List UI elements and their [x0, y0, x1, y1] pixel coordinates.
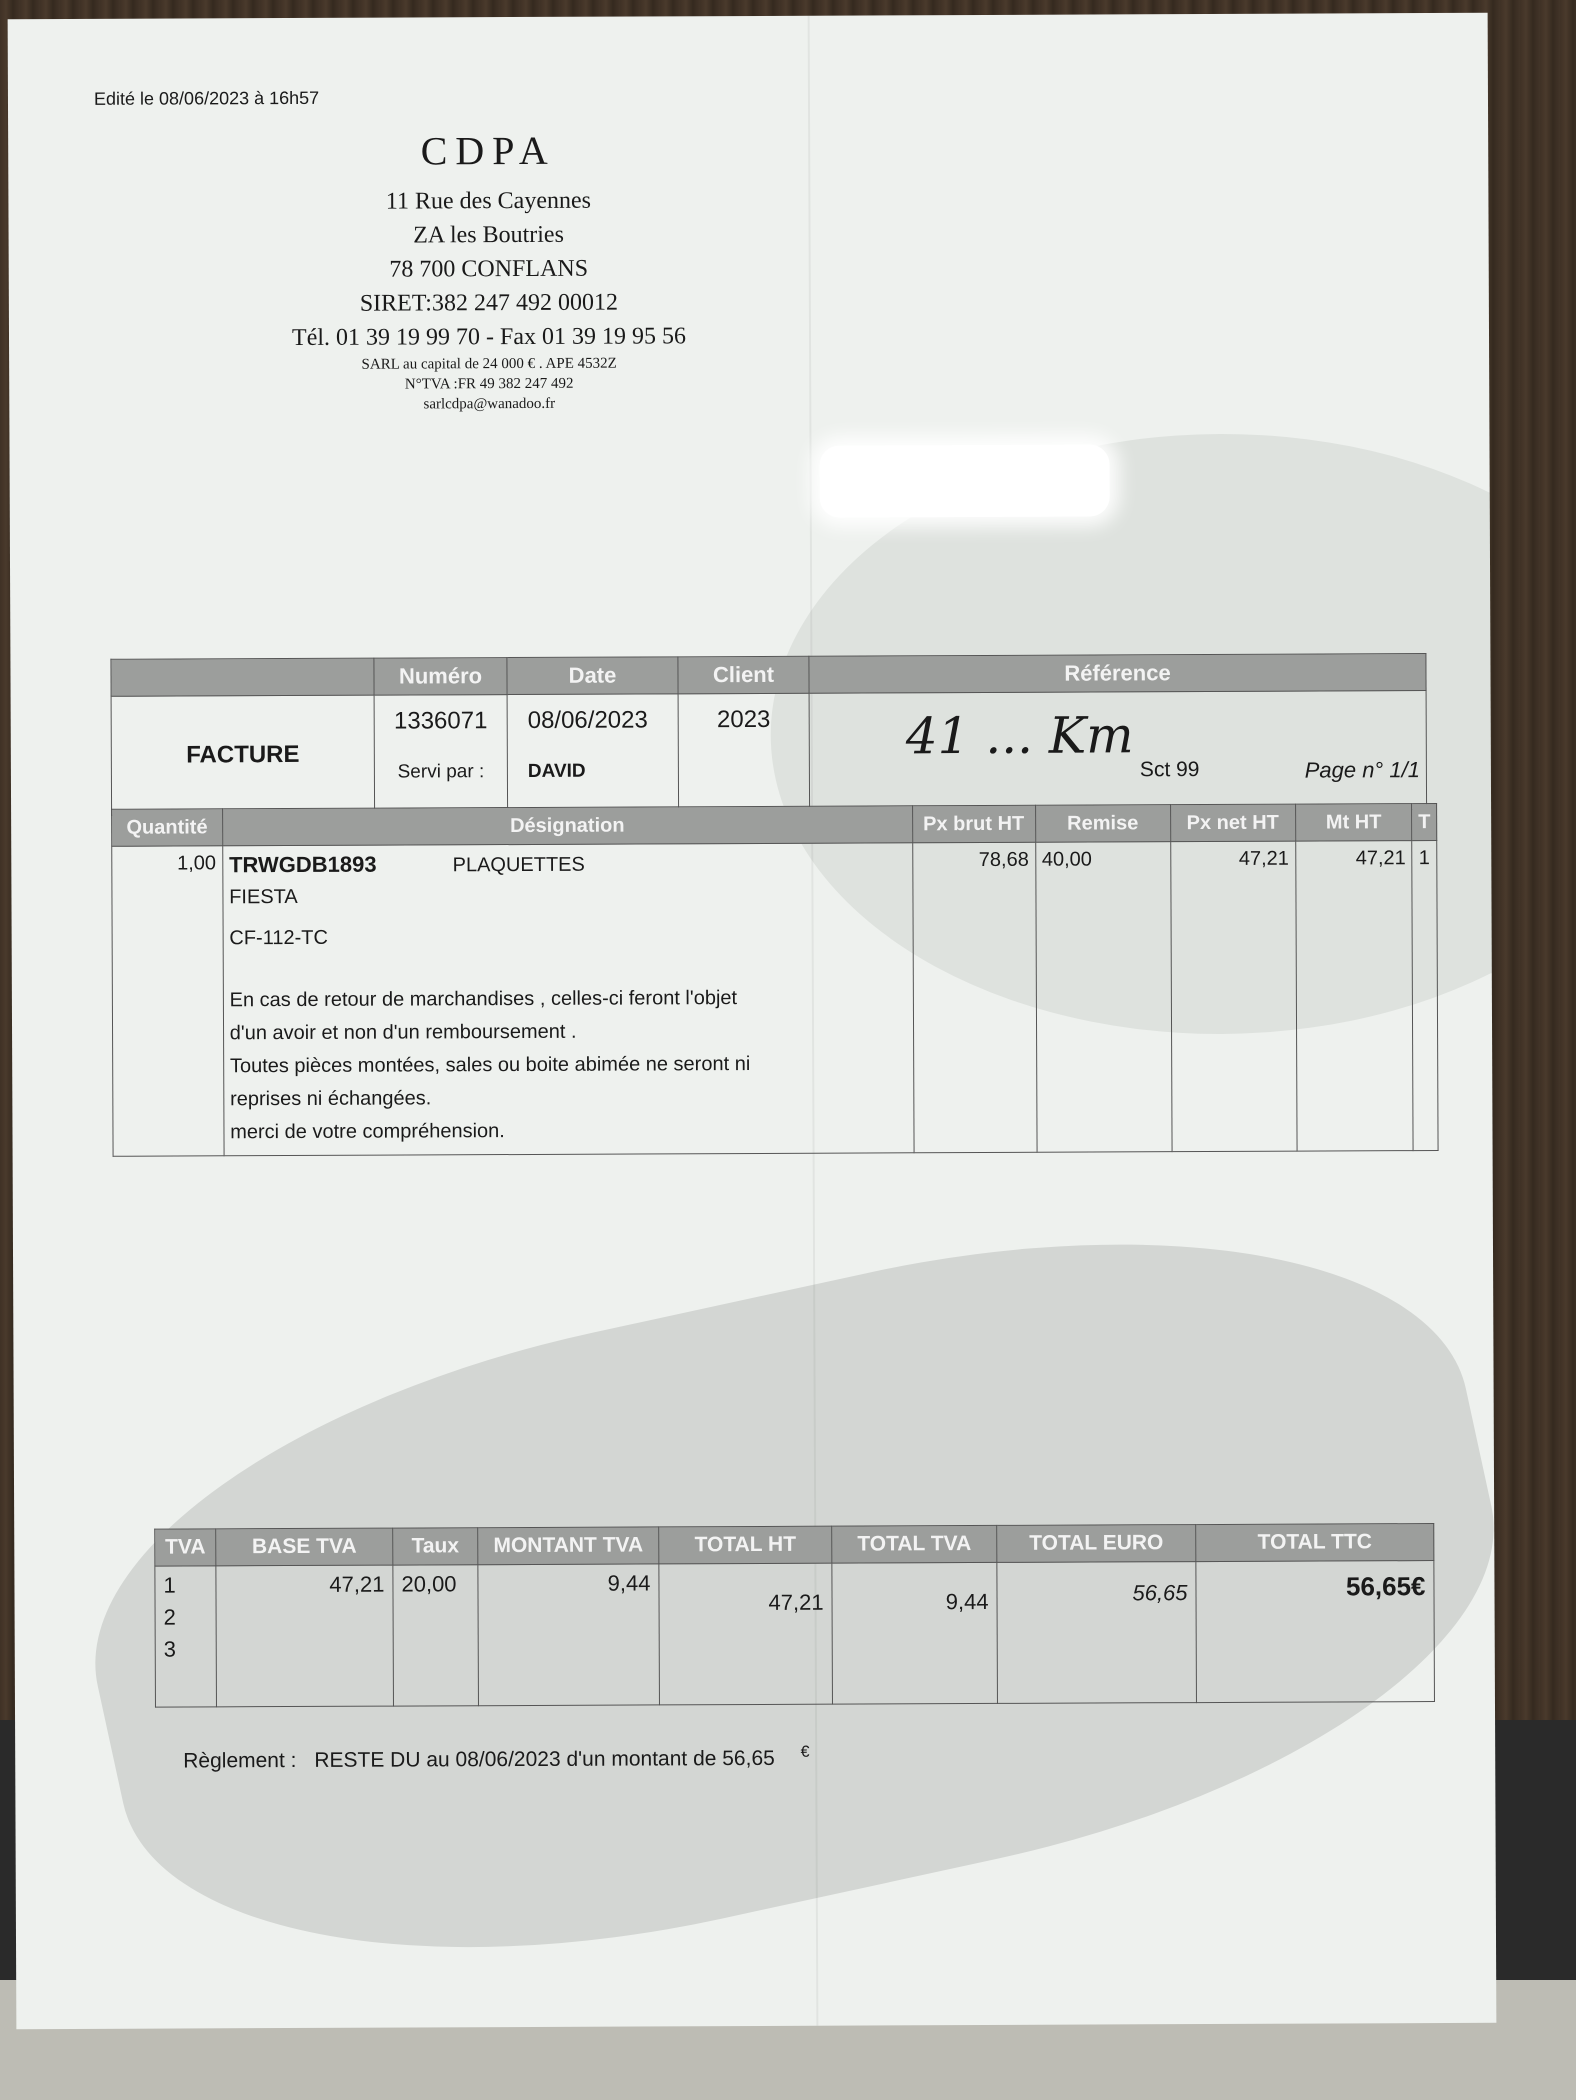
col-mt-ht: Mt HT — [1295, 804, 1412, 842]
vat-rate-1: 1 — [163, 1572, 176, 1598]
payment-line — [183, 1744, 809, 1774]
vat-montant: 9,44 — [478, 1564, 660, 1706]
handwritten-mileage: 41 ... Km — [905, 706, 1134, 766]
col-total-euro: TOTAL EURO — [997, 1525, 1196, 1563]
line-quantity: 1,00 — [112, 846, 224, 1156]
served-by-name: DAVID — [527, 760, 586, 782]
col-base-tva: BASE TVA — [216, 1528, 393, 1566]
company-address1: 11 Rue des Cayennes — [385, 187, 592, 215]
total-ttc: 56,65€ — [1196, 1561, 1435, 1703]
return-note-5: merci de votre compréhension. — [230, 1120, 505, 1144]
col-px-net: Px net HT — [1170, 804, 1295, 842]
vat-taux: 20,00 — [393, 1565, 479, 1706]
invoice-header-table — [110, 653, 1427, 816]
line-t: 1 — [1412, 841, 1438, 1151]
line-px-net: 47,21 — [1170, 841, 1296, 1151]
invoice-date: 08/06/2023 — [527, 706, 648, 734]
col-total-ttc: TOTAL TTC — [1196, 1524, 1434, 1562]
vat-rate-2: 2 — [163, 1604, 176, 1630]
payment-label: Règlement : — [183, 1748, 297, 1773]
company-city: 78 700 CONFLANS — [389, 255, 589, 283]
table-row — [112, 841, 1438, 1156]
total-ht: 47,21 — [659, 1563, 833, 1705]
col-px-brut: Px brut HT — [912, 805, 1035, 843]
company-block — [258, 126, 719, 415]
return-note-1: En cas de retour de marchandises , celles-ci feront l'objet — [229, 987, 738, 1012]
company-siret: SIRET:382 247 492 00012 — [359, 289, 618, 317]
vat-totals-table — [154, 1523, 1435, 1708]
return-note-4: reprises ni échangées. — [230, 1087, 432, 1111]
col-numero: Numéro — [374, 658, 507, 696]
total-tva: 9,44 — [832, 1562, 998, 1704]
line-ref: TRWGDB1893 — [228, 851, 377, 878]
col-quantite: Quantité — [112, 809, 223, 846]
col-date: Date — [507, 657, 678, 695]
line-designation: PLAQUETTES — [452, 853, 585, 877]
col-t: T — [1412, 804, 1437, 841]
col-total-ht: TOTAL HT — [659, 1526, 832, 1564]
served-by-label: Servi par : — [397, 761, 485, 783]
company-phone: Tél. 01 39 19 99 70 - Fax 01 39 19 95 56 — [291, 323, 687, 352]
total-euro: 56,65 — [997, 1562, 1197, 1704]
line-mt-ht: 47,21 — [1295, 841, 1413, 1151]
document-type: FACTURE — [111, 695, 375, 815]
return-note-2: d'un avoir et non d'un remboursement . — [229, 1020, 577, 1045]
col-taux: Taux — [393, 1528, 478, 1565]
col-designation: Désignation — [222, 806, 912, 846]
line-vehicle: FIESTA — [229, 885, 298, 909]
col-total-tva: TOTAL TVA — [832, 1525, 997, 1563]
payment-text: RESTE DU au 08/06/2023 d'un montant de 56,65 — [314, 1746, 775, 1772]
table-row — [155, 1561, 1435, 1708]
return-note-3: Toutes pièces montées, sales ou boite abimée ne seront ni — [229, 1053, 751, 1078]
col-client: Client — [678, 656, 809, 694]
company-address2: ZA les Boutries — [413, 221, 564, 249]
vat-rate-3: 3 — [163, 1636, 177, 1662]
invoice-lines-table — [111, 803, 1439, 1157]
company-email: sarlcdpa@wanadoo.fr — [423, 395, 556, 413]
client-code: 2023 — [678, 693, 810, 813]
company-vat: N°TVA :FR 49 382 247 492 — [404, 375, 574, 393]
line-remise: 40,00 — [1035, 842, 1171, 1152]
col-tva: TVA — [155, 1529, 216, 1566]
col-reference: Référence — [809, 654, 1426, 694]
line-px-brut: 78,68 — [912, 842, 1036, 1152]
col-montant-tva: MONTANT TVA — [478, 1527, 659, 1565]
page-number: Page n° 1/1 — [1304, 757, 1420, 783]
col-remise: Remise — [1035, 805, 1170, 843]
company-name: CDPA — [420, 127, 556, 174]
invoice-sheet — [8, 13, 1497, 2029]
line-plate: CF-112-TC — [229, 926, 328, 950]
payment-currency: € — [800, 1743, 810, 1761]
invoice-number: 1336071 — [393, 707, 488, 735]
light-glare — [819, 444, 1109, 517]
edited-timestamp: Edité le 08/06/2023 à 16h57 — [93, 87, 320, 109]
sector-code: Sct 99 — [1139, 758, 1200, 782]
company-capital: SARL au capital de 24 000 € . APE 4532Z — [361, 355, 617, 373]
vat-base: 47,21 — [216, 1565, 394, 1707]
